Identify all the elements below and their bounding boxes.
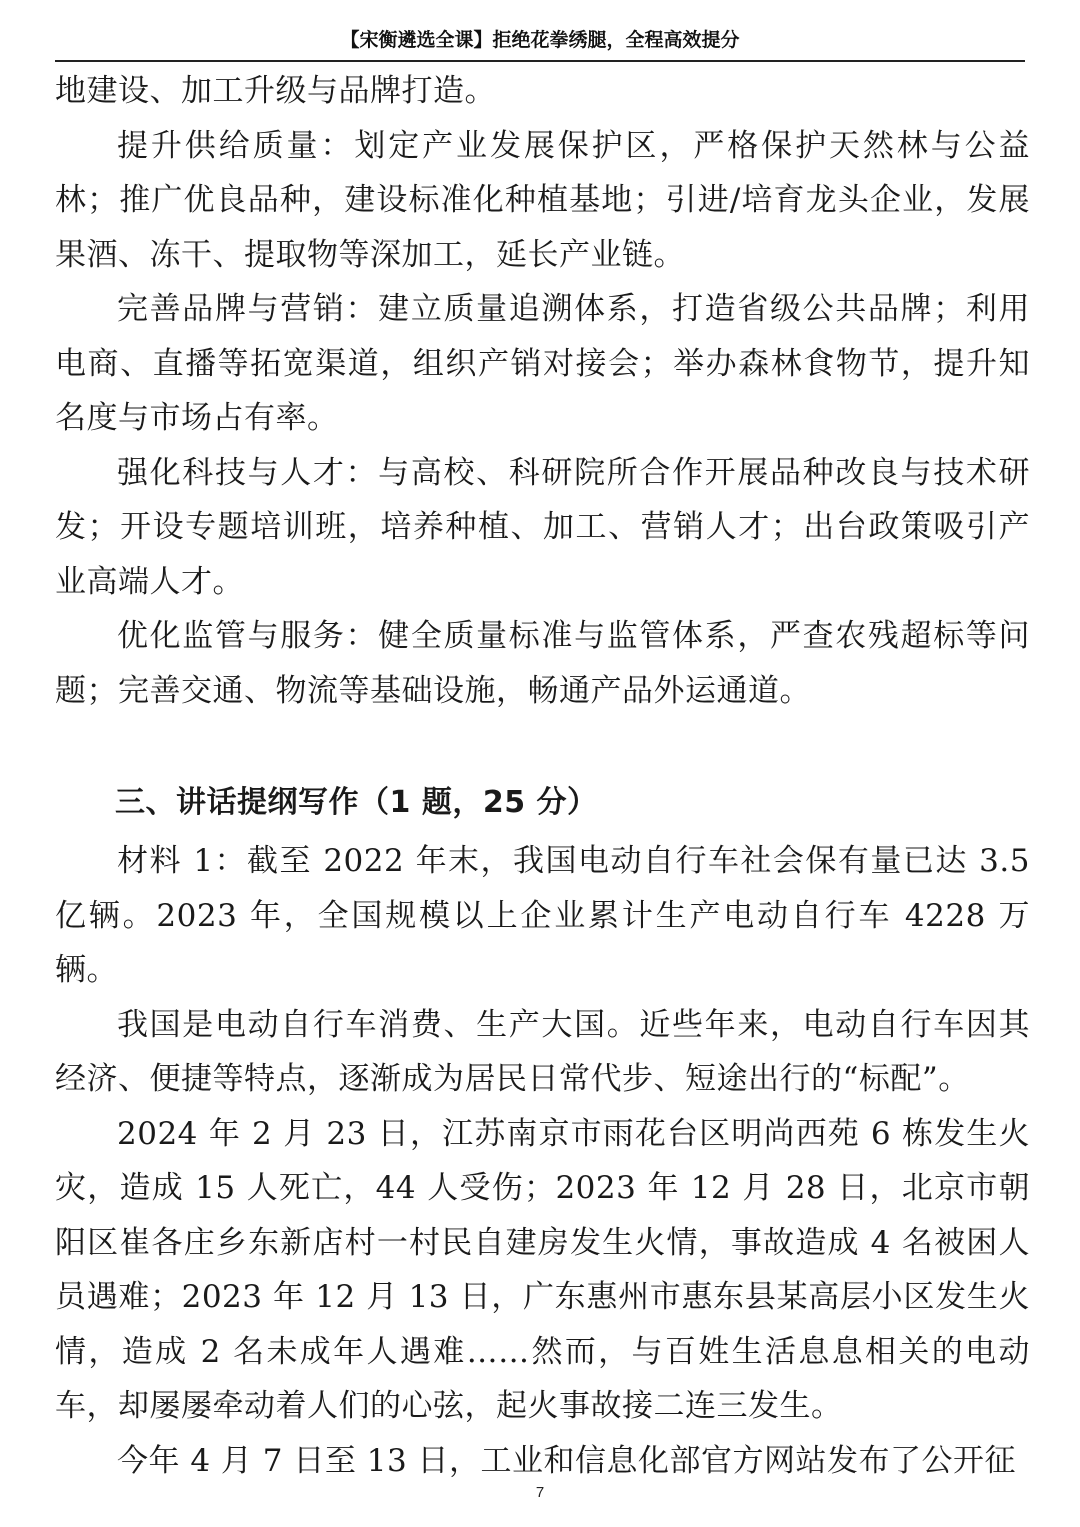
paragraph: 2024 年 2 月 23 日，江苏南京市雨花台区明尚西苑 6 栋发生火灾，造成 15 人死亡，44 人受伤；2023 年 12 月 28 日，北京市朝阳区崔各庄乡东新店村一村民自建房发生火情，事故造成 4 名被困人员遇难；2023 年 12 月 13 日，广东惠州市惠东县某高层小区发生火情，造成 2 名未成年人遇难……然而，与百姓生活息息相关的电动车，却屡屡牵动着人们的心弦，起火事故接二连三发生。 bbox=[55, 1115, 1030, 1424]
page-header bbox=[55, 22, 1025, 62]
section-spacer bbox=[55, 718, 1030, 772]
paragraph: 今年 4 月 7 日至 13 日，工业和信息化部官方网站发布了公开征 bbox=[117, 1442, 1017, 1479]
page-number: 7 bbox=[535, 1484, 545, 1501]
paragraph: 优化监管与服务：健全质量标准与监管体系，严查农残超标等问题；完善交通、物流等基础设施，畅通产品外运通道。 bbox=[55, 618, 1030, 709]
section-heading: 三、讲话提纲写作（1 题，25 分） bbox=[115, 785, 598, 820]
paragraph: 我国是电动自行车消费、生产大国。近些年来，电动自行车因其经济、便捷等特点，逐渐成为居民日常代步、短途出行的“标配”。 bbox=[55, 1006, 1030, 1097]
document-body bbox=[55, 64, 1030, 1488]
paragraph: 强化科技与人才：与高校、科研院所合作开展品种改良与技术研发；开设专题培训班，培养种植、加工、营销人才；出台政策吸引产业高端人才。 bbox=[55, 454, 1030, 600]
paragraph: 完善品牌与营销：建立质量追溯体系，打造省级公共品牌；利用电商、直播等拓宽渠道，组织产销对接会；举办森林食物节，提升知名度与市场占有率。 bbox=[55, 291, 1030, 436]
paragraph: 地建设、加工升级与品牌打造。 bbox=[55, 73, 496, 109]
header-title: 【宋衡遴选全课】拒绝花拳绣腿，全程高效提分 bbox=[340, 29, 740, 51]
paragraph: 材料 1：截至 2022 年末，我国电动自行车社会保有量已达 3.5 亿辆。2023 年，全国规模以上企业累计生产电动自行车 4228 万辆。 bbox=[55, 843, 1030, 988]
paragraph: 提升供给质量：划定产业发展保护区，严格保护天然林与公益林；推广优良品种，建设标准化种植基地；引进/培育龙头企业，发展果酒、冻干、提取物等深加工，延长产业链。 bbox=[55, 127, 1030, 273]
